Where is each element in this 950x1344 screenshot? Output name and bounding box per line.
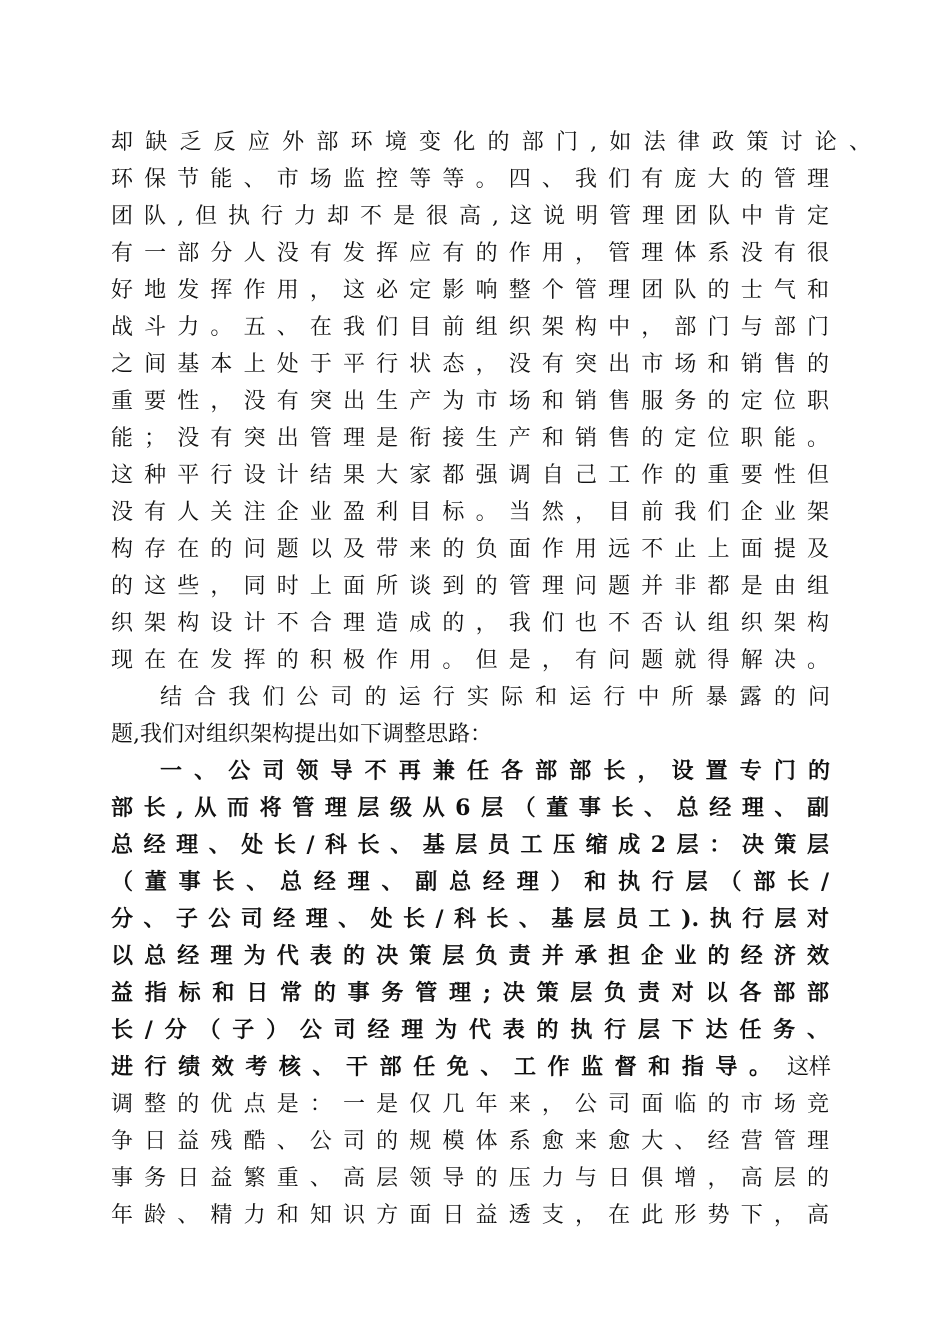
bold-text-line: 部长,从而将管理层级从6层（董事长、总经理、副 [111,795,829,821]
text-line: 争日益残酷、公司的规模体系愈来愈大、经营管理 [111,1129,829,1154]
text-line: 构存在的问题以及带来的负面作用远不止上面提及 [111,537,829,562]
bold-text-line: 总经理、处长/科长、基层员工压缩成2层：决策层 [111,832,829,858]
bold-text-line: 以总经理为代表的决策层负责并承担企业的经济效 [111,943,829,969]
text-line: 好地发挥作用，这必定影响整个管理团队的士气和 [111,278,829,303]
text-line: 之间基本上处于平行状态，没有突出市场和销售的 [111,352,829,377]
bold-text-line [111,1049,771,1086]
bold-text-segment: 进行绩效考核、干部任免、工作监督和指导。 [111,1054,771,1080]
text-line: 调整的优点是：一是仅几年来，公司面临的市场竞 [111,1092,829,1117]
text-line: 没有人关注企业盈利目标。当然，目前我们企业架 [111,500,829,525]
text-line: 能；没有突出管理是衔接生产和销售的定位职能。 [111,426,829,451]
text-line: 现在在发挥的积极作用。但是，有问题就得解决。 [111,648,829,673]
bold-text-line: 益指标和日常的事务管理;决策层负责对以各部部 [111,980,829,1006]
text-line: 的这些，同时上面所谈到的管理问题并非都是由组 [111,574,829,599]
text-line: 环保节能、市场监控等等。四、我们有庞大的管理 [111,167,829,192]
text-line: 却缺乏反应外部环境变化的部门,如法律政策讨论、 [111,130,871,155]
text-line: 团队,但执行力却不是很高,这说明管理团队中肯定 [111,204,829,229]
text-line: 年龄、精力和知识方面日益透支，在此形势下，高 [111,1203,829,1228]
text-line: 有一部分人没有发挥应有的作用，管理体系没有很 [111,241,829,266]
text-line: 事务日益繁重、高层领导的压力与日俱增，高层的 [111,1166,829,1191]
paragraph-first-line: 结合我们公司的运行实际和运行中所暴露的问 [160,685,830,710]
bold-text-line: （董事长、总经理、副总经理）和执行层（部长/ [111,869,829,895]
bold-text-line: 长/分（子）公司经理为代表的执行层下达任务、 [111,1017,829,1043]
text-line-tail: 这样 [786,1055,831,1080]
text-line: 织架构设计不合理造成的，我们也不否认组织架构 [111,611,829,636]
text-line: 重要性，没有突出生产为市场和销售服务的定位职 [111,389,829,414]
bold-text-line: 分、子公司经理、处长/科长、基层员工).执行层对 [111,906,829,932]
bold-paragraph-first-line: 一、公司领导不再兼任各部部长，设置专门的 [160,758,830,784]
text-line: 这种平行设计结果大家都强调自己工作的重要性但 [111,463,829,488]
text-line: 战斗力。五、在我们目前组织架构中，部门与部门 [111,315,829,340]
text-line: 题,我们对组织架构提出如下调整思路： [111,722,492,747]
